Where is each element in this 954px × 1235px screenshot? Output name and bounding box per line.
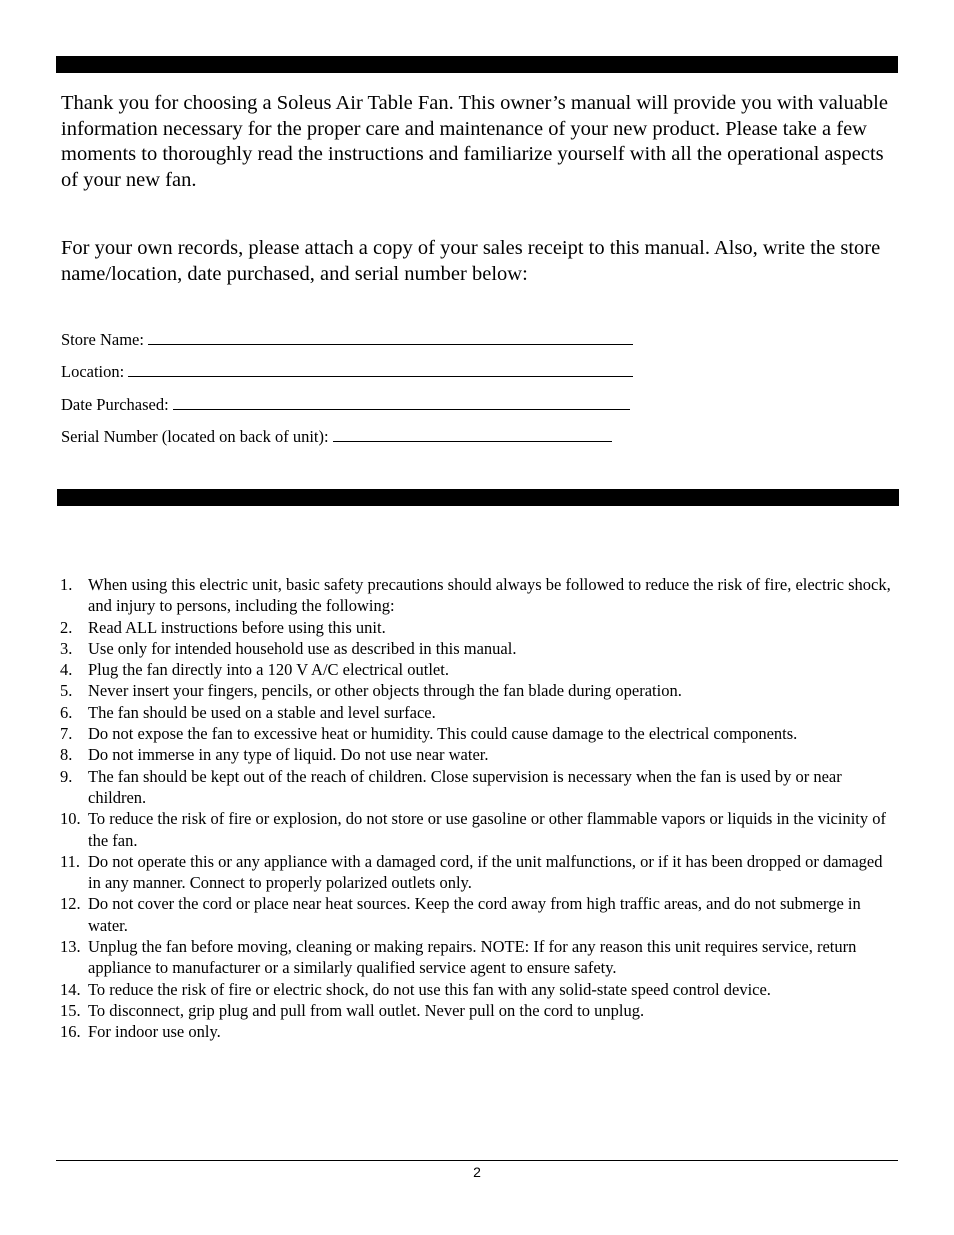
item-number: 6.: [60, 702, 73, 722]
section-header-bar: [57, 489, 899, 506]
item-number: 3.: [60, 638, 73, 658]
page-number: 2: [473, 1164, 481, 1180]
item-text: Plug the fan directly into a 120 V A/C electrical outlet.: [88, 660, 449, 680]
item-text: Do not cover the cord or place near heat sources. Keep the cord away from high traffic areas, and do not submerge in water.: [88, 894, 861, 935]
item-number: 7.: [60, 724, 73, 744]
list-item: [60, 702, 892, 723]
item-number: 11.: [60, 851, 81, 871]
list-item: [60, 744, 892, 765]
item-number: 12.: [60, 894, 81, 914]
date-purchased-label: Date Purchased:: [61, 395, 169, 414]
list-item: [60, 617, 892, 638]
location-blank: [128, 362, 633, 377]
list-item: [60, 808, 892, 851]
item-text: For indoor use only.: [88, 1022, 221, 1042]
list-item: [60, 1021, 892, 1042]
item-number: 10.: [60, 809, 81, 829]
item-text: Unplug the fan before moving, cleaning or making repairs. NOTE: If for any reason this unit requires service, return appliance to manufacturer or a similarly qualified service agent to ensure safety.: [88, 937, 857, 978]
serial-number-blank: [333, 427, 612, 442]
item-text: The fan should be kept out of the reach of children. Close supervision is necessary when the fan is used by or near children.: [88, 766, 842, 807]
date-purchased-blank: [173, 395, 630, 410]
item-number: 1.: [60, 575, 73, 594]
intro-paragraph: Thank you for choosing a Soleus Air Table Fan. This owner’s manual will provide you with valuable information necessary for the proper care and maintenance of your new product. Please take a few moments to thoroughly read the instructions and familiarize yourself with all the operational aspects of your new fan.: [61, 92, 888, 191]
store-name-field: [61, 330, 633, 350]
footer-divider: [56, 1160, 898, 1161]
date-purchased-field: [61, 395, 630, 415]
location-label: Location:: [61, 362, 125, 381]
list-item: [60, 851, 892, 894]
item-number: 4.: [60, 660, 73, 680]
item-number: 8.: [60, 745, 73, 765]
store-name-label: Store Name:: [61, 330, 144, 349]
item-text: When using this electric unit, basic safety precautions should always be followed to reduce the risk of fire, electric shock, and injury to persons, including the following:: [88, 575, 891, 616]
list-item: [60, 680, 892, 701]
item-text: To reduce the risk of fire or explosion, do not store or use gasoline or other flammable vapors or liquids in the vicinity of the fan.: [88, 809, 886, 850]
item-text: To disconnect, grip plug and pull from wall outlet. Never pull on the cord to unplug.: [88, 1000, 645, 1020]
serial-number-label: Serial Number (located on back of unit):: [61, 427, 329, 446]
item-number: 5.: [60, 681, 73, 701]
list-item: [60, 936, 892, 979]
item-number: 16.: [60, 1022, 81, 1042]
item-text: Use only for intended household use as described in this manual.: [88, 638, 517, 658]
location-field: [61, 362, 633, 382]
section-header-bar: [56, 56, 898, 73]
list-item: [60, 1000, 892, 1021]
list-item: [60, 574, 892, 617]
list-item: [60, 723, 892, 744]
item-text: To reduce the risk of fire or electric shock, do not use this fan with any solid-state speed control device.: [88, 979, 771, 999]
item-number: 14.: [60, 979, 81, 999]
list-item: [60, 893, 892, 936]
item-text: Do not expose the fan to excessive heat or humidity. This could cause damage to the electrical components.: [88, 724, 798, 744]
list-item: [60, 766, 892, 809]
records-paragraph: For your own records, please attach a copy of your sales receipt to this manual. Also, write the store name/location, date purchased, and serial number below:: [61, 237, 881, 285]
item-text: Read ALL instructions before using this unit.: [88, 617, 386, 637]
item-number: 15.: [60, 1000, 81, 1020]
item-text: Never insert your fingers, pencils, or other objects through the fan blade during operation.: [88, 681, 682, 701]
list-item: [60, 659, 892, 680]
list-item: [60, 638, 892, 659]
item-text: Do not operate this or any appliance with a damaged cord, if the unit malfunctions, or if it has been dropped or damaged in any manner. Connect to properly polarized outlets only.: [88, 851, 883, 893]
serial-number-field: [61, 427, 612, 447]
item-text: Do not immerse in any type of liquid. Do not use near water.: [88, 745, 489, 765]
item-number: 9.: [60, 766, 73, 786]
item-text: The fan should be used on a stable and level surface.: [88, 702, 436, 722]
list-item: [60, 979, 892, 1000]
item-number: 2.: [60, 617, 73, 637]
safety-instructions-list: [60, 574, 892, 1043]
item-number: 13.: [60, 937, 81, 957]
store-name-blank: [148, 330, 633, 345]
